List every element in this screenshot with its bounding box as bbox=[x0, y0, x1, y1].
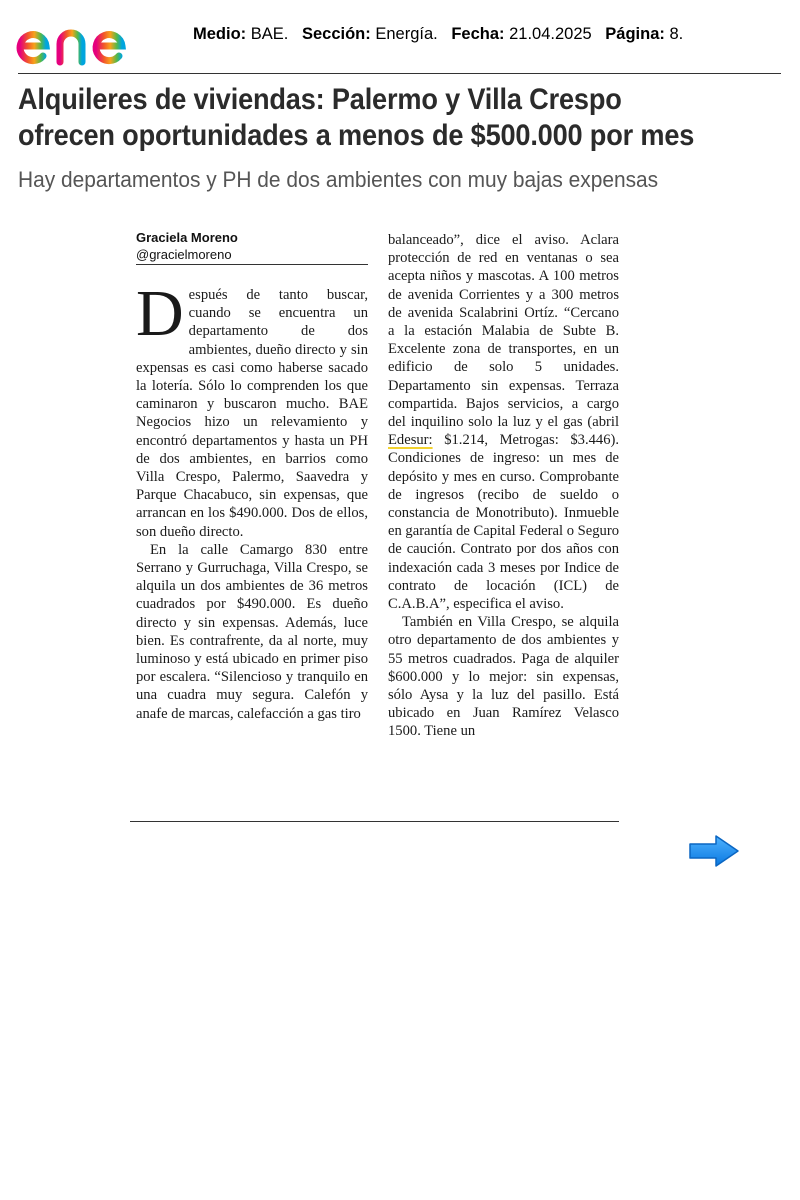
article-column-2 bbox=[388, 231, 619, 741]
paragraph bbox=[136, 277, 368, 541]
highlighted-term: Edesur: bbox=[388, 432, 433, 449]
subheadline: Hay departamentos y PH de dos ambientes con muy bajas expensas bbox=[18, 167, 659, 192]
paragraph: En la calle Camargo 830 entre Serrano y Gurruchaga, Villa Crespo, se alquila un dos ambientes de 36 metros cuadrados por $490.000. Es dueño directo y sin expensas. Además, luce bien. Es contrafrente, da al norte, muy luminoso y está ubicado en primer piso por escalera. “Silencioso y tranquilo en una cuadra muy segura. Calefón y anafe de marcas, calefacción a gas tiro bbox=[136, 541, 368, 722]
medio-value: BAE. bbox=[250, 25, 289, 43]
author-handle: @gracielmoreno bbox=[136, 247, 232, 262]
pagina-value: 8. bbox=[669, 25, 684, 43]
paragraph bbox=[388, 231, 619, 613]
arrow-right-icon[interactable] bbox=[688, 834, 740, 868]
paragraph-text: espués de tanto buscar, cuando se encuentra un departamento de dos ambientes, dueño directo y sin expensas es casi como haberse sacado la lotería. Sólo lo comprenden los que caminaron y buscaron mucho. BAE Negocios hizo un relevamiento y encontró departamentos y hasta un PH de dos ambientes, en barrios como Villa Crespo, Palermo, Saavedra y Parque Chacabuco, sin expensas, que arrancan en los $490.000. Dos de ellos, son dueño directo. bbox=[136, 287, 368, 540]
paragraph-text: $1.214, Metrogas: $3.446). Condiciones de ingreso: un mes de depósito y mes en curso. Comprobante de ingresos (recibo de sueldo o constancia de Monotributo). Inmueble en garantía de Capital Federal o Seguro de caución. Contrato por dos años con indexación cada 3 meses por Indice de contrato de locación (ICL) de C.A.B.A”, especifica el aviso. bbox=[388, 432, 619, 613]
headline bbox=[18, 82, 719, 154]
headline-line-2: ofrecen oportunidades a menos de $500.000 por mes bbox=[18, 119, 695, 152]
paragraph: También en Villa Crespo, se alquila otro departamento de dos ambientes y 55 metros cuadrados. Paga de alquiler $600.000 y lo mejor: sin expensas, sólo Aysa y la luz del pasillo. Está ubicado en Juan Ramírez Velasco 1500. Tiene un bbox=[388, 614, 619, 740]
author-name: Graciela Moreno bbox=[136, 230, 238, 245]
seccion-label: Sección: bbox=[301, 25, 371, 43]
drop-cap: D bbox=[136, 277, 184, 350]
byline bbox=[136, 229, 368, 265]
article-end-divider bbox=[130, 821, 619, 822]
paragraph-text: balanceado”, dice el aviso. Aclara protección de red en ventanas o sea acepta niños y mascotas. A 100 metros de avenida Corrientes y a 300 metros de avenida Scalabrini Ortíz. “Cercano a la estación Malabia de Subte B. Excelente zona de transportes, en un edificio de solo 5 unidades. Departamento sin expensas. Terraza compartida. Bajos servicios, a cargo del inquilino solo la luz y el gas (abril bbox=[388, 232, 619, 431]
fecha-value: 21.04.2025 bbox=[509, 25, 592, 43]
article-column-1 bbox=[136, 277, 368, 723]
fecha-label: Fecha: bbox=[451, 25, 505, 43]
header-divider bbox=[18, 73, 781, 74]
publication-meta bbox=[193, 25, 683, 44]
enel-logo bbox=[16, 8, 172, 68]
pagina-label: Página: bbox=[605, 25, 665, 43]
medio-label: Medio: bbox=[193, 25, 247, 43]
seccion-value: Energía. bbox=[375, 25, 438, 43]
headline-line-1: Alquileres de viviendas: Palermo y Villa Crespo bbox=[18, 83, 622, 116]
